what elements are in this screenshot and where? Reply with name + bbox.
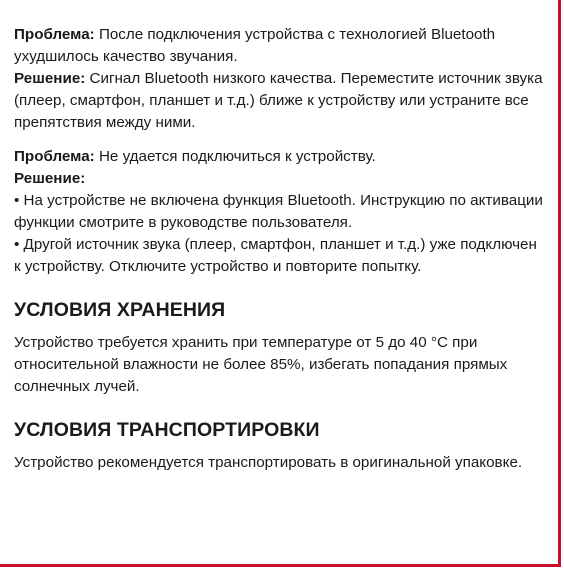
document-body [14, 24, 544, 474]
problem-label: Проблема: [14, 148, 95, 165]
problem-line [14, 146, 544, 168]
solution-label: Решение: [14, 170, 86, 187]
solution-line [14, 68, 544, 134]
problem-text: Не удается подключиться к устройству. [94, 148, 376, 165]
transport-heading: УСЛОВИЯ ТРАНСПОРТИРОВКИ [14, 419, 320, 441]
storage-text: Устройство требуется хранить при температуре от 5 до 40 °С при относительной влажности не более 85%, избегать попадания прямых солнечных лучей. [14, 334, 508, 395]
solution-label: Решение: [14, 70, 86, 87]
solution-text: Сигнал Bluetooth низкого качества. Переместите источник звука (плеер, смартфон, планшет и т.д.) ближе к устройству или устраните все препятствия между ними. [14, 70, 543, 131]
problem-label: Проблема: [14, 26, 95, 43]
troubleshoot-item-connection [14, 146, 544, 278]
transport-text: Устройство рекомендуется транспортировать в оригинальной упаковке. [14, 454, 523, 471]
troubleshoot-item-bluetooth-quality [14, 24, 544, 134]
storage-heading: УСЛОВИЯ ХРАНЕНИЯ [14, 299, 226, 321]
problem-text: После подключения устройства с технологией Bluetooth ухудшилось качество звучания. [14, 26, 496, 65]
solution-bullet: • Другой источник звука (плеер, смартфон, планшет и т.д.) уже подключен к устройству. Отключите устройство и повторите попытку. [14, 236, 537, 275]
problem-line [14, 24, 544, 68]
solution-bullet: • На устройстве не включена функция Bluetooth. Инструкцию по активации функции смотрите в руководстве пользователя. [14, 192, 543, 231]
